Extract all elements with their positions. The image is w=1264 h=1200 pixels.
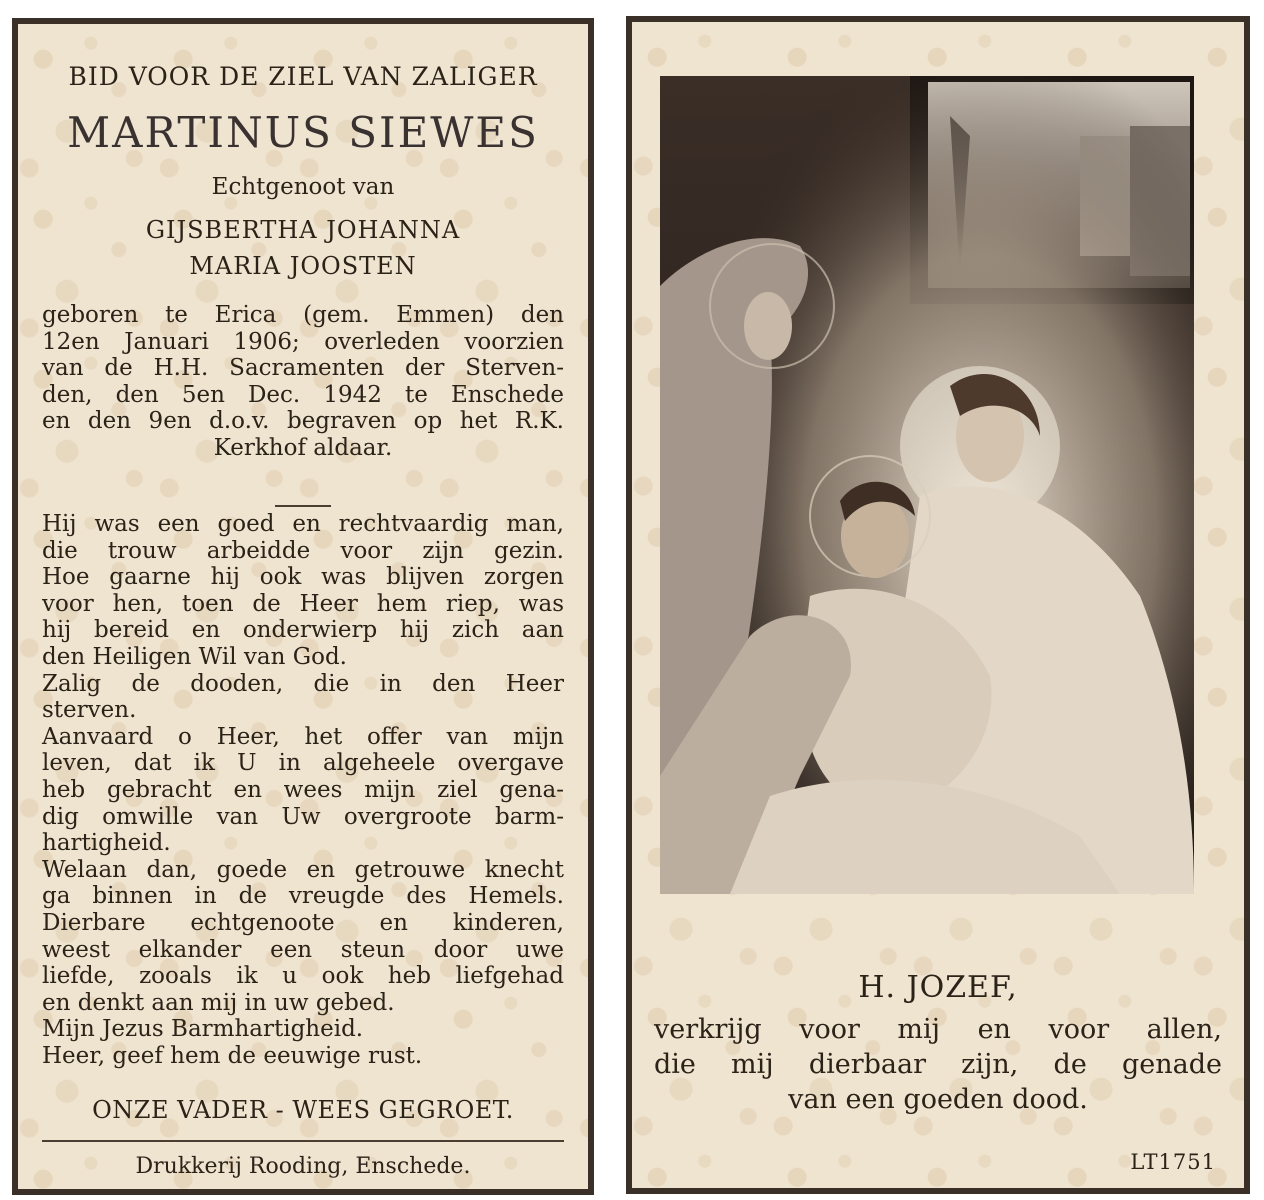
saint-name: H. JOZEF, bbox=[858, 970, 1018, 1005]
closing-prayer: ONZE VADER - WEES GEGROET. bbox=[92, 1096, 514, 1124]
bio-line: en den 9en d.o.v. begraven op het R.K. bbox=[42, 408, 564, 435]
printer-credit: Drukkerij Rooding, Enschede. bbox=[135, 1154, 471, 1179]
bio-line: van de H.H. Sacramenten der Sterven- bbox=[42, 355, 564, 382]
section-divider bbox=[275, 505, 331, 507]
spouse-name-line-2: MARIA JOOSTEN bbox=[189, 252, 417, 280]
saint-prayer bbox=[654, 1012, 1222, 1117]
verse-line: en denkt aan mij in uw gebed. bbox=[42, 989, 395, 1016]
verse-line: Dierbare echtgenoote en kinderen, bbox=[42, 909, 564, 936]
prayer-line: die mij dierbaar zijn, de genade bbox=[654, 1049, 1222, 1080]
verse-line: hij bereid en onderwierp hij zich aan bbox=[42, 617, 564, 644]
verse-line: dig omwille van Uw overgroote barm- bbox=[42, 803, 564, 830]
verse-line: Mijn Jezus Barmhartigheid. bbox=[42, 1016, 364, 1043]
spouse-label: Echtgenoot van bbox=[211, 174, 395, 200]
verse-line: Zalig de dooden, die in den Heer bbox=[42, 670, 564, 697]
verse-line: liefde, zooals ik u ook heb liefgehad bbox=[42, 963, 564, 990]
bio-line: 12en Januari 1906; overleden voorzien bbox=[42, 328, 564, 355]
verse-line: Hoe gaarne hij ook was blijven zorgen bbox=[42, 564, 564, 591]
memorial-card-text bbox=[12, 18, 594, 1195]
verse-line: voor hen, toen de Heer hem riep, was bbox=[42, 590, 564, 617]
bio-line: den, den 5en Dec. 1942 te Enschede bbox=[42, 381, 564, 408]
card-code: LT1751 bbox=[1130, 1150, 1216, 1174]
verse-line: leven, dat ik U in algeheele overgave bbox=[42, 750, 564, 777]
memorial-verse bbox=[42, 511, 564, 1069]
verse-line: Heer, geef hem de eeuwige rust. bbox=[42, 1042, 423, 1069]
prayer-line: verkrijg voor mij en voor allen, bbox=[654, 1014, 1222, 1045]
verse-line: ga binnen in de vreugde des Hemels. bbox=[42, 883, 564, 910]
verse-line: die trouw arbeidde voor zijn gezin. bbox=[42, 537, 564, 564]
verse-line: Aanvaard o Heer, het offer van mijn bbox=[42, 723, 564, 750]
verse-line: Hij was een goed en rechtvaardig man, bbox=[42, 511, 564, 537]
prayer-line: van een goeden dood. bbox=[788, 1084, 1088, 1115]
card-content bbox=[42, 24, 564, 1184]
death-of-saint-joseph-illustration bbox=[660, 76, 1194, 894]
bio-line: Kerkhof aldaar. bbox=[213, 434, 393, 461]
spouse-name-line-1: GIJSBERTHA JOHANNA bbox=[145, 216, 461, 244]
verse-line: hartigheid. bbox=[42, 830, 171, 857]
memorial-card-picture bbox=[626, 16, 1250, 1194]
bio-line: geboren te Erica (gem. Emmen) den bbox=[42, 302, 564, 328]
verse-line: den Heiligen Wil van God. bbox=[42, 643, 347, 670]
verse-line: sterven. bbox=[42, 697, 137, 724]
devotional-image bbox=[660, 76, 1194, 894]
prayer-heading: BID VOOR DE ZIEL VAN ZALIGER bbox=[68, 62, 538, 91]
verse-line: weest elkander een steun door uwe bbox=[42, 936, 564, 963]
biography bbox=[42, 302, 564, 462]
deceased-name: MARTINUS SIEWES bbox=[67, 108, 539, 157]
verse-line: heb gebracht en wees mijn ziel gena- bbox=[42, 776, 564, 803]
verse-line: Welaan dan, goede en getrouwe knecht bbox=[42, 856, 564, 883]
footer-divider bbox=[42, 1140, 564, 1142]
